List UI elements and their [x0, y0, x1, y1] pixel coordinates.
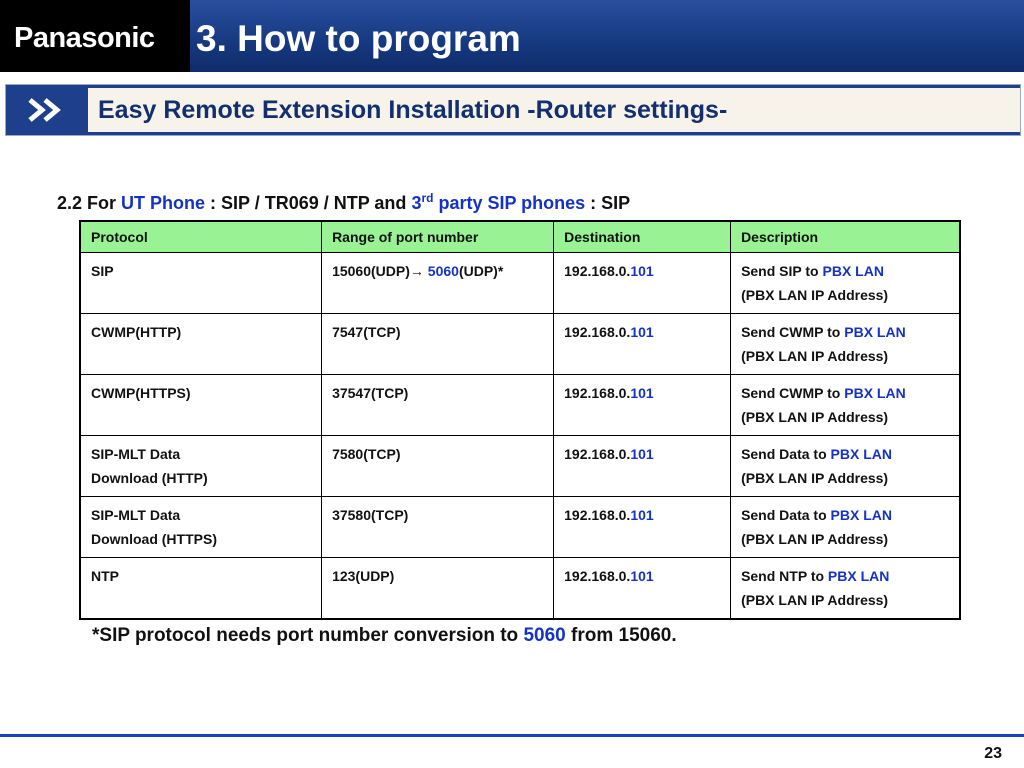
page-title: 3. How to program: [196, 18, 521, 59]
description-highlight: PBX LAN: [844, 385, 906, 401]
description-text: Send CWMP to: [741, 324, 845, 340]
description-highlight: PBX LAN: [844, 324, 906, 340]
port-cell: [322, 253, 554, 314]
destination-prefix: 192.168.0.: [564, 568, 631, 584]
description-line2: (PBX LAN IP Address): [741, 409, 889, 425]
destination-host: 101: [630, 446, 654, 462]
table-row: [80, 314, 960, 375]
bottom-divider: [0, 734, 1024, 737]
party-sip-phones-label: party SIP phones: [433, 193, 586, 213]
subtitle-bar: [5, 84, 1021, 136]
description-cell: [731, 558, 960, 620]
description-cell: [731, 497, 960, 558]
description-text: Send Data to: [741, 446, 831, 462]
destination-cell: [554, 253, 731, 314]
port-text: 15060(UDP): [332, 263, 410, 279]
header-protocol: Protocol: [80, 221, 322, 253]
description-highlight: PBX LAN: [827, 568, 890, 584]
ut-phone-label: UT Phone: [121, 193, 206, 213]
description-line2: (PBX LAN IP Address): [741, 531, 889, 547]
protocol-text: CWMP(HTTPS): [91, 385, 191, 401]
description-line2: (PBX LAN IP Address): [741, 592, 889, 608]
table-header-row: [80, 221, 960, 253]
destination-host: 101: [630, 263, 654, 279]
destination-prefix: 192.168.0.: [564, 507, 631, 523]
protocol-text: CWMP(HTTP): [91, 324, 182, 340]
port-cell: [322, 375, 554, 436]
protocol-text: SIP-MLT Data: [91, 507, 181, 523]
destination-host: 101: [630, 324, 654, 340]
table-row: [80, 497, 960, 558]
protocol-text: SIP-MLT Data: [91, 446, 181, 462]
description-line2: (PBX LAN IP Address): [741, 287, 889, 303]
protocol-cell: [80, 497, 322, 558]
destination-prefix: 192.168.0.: [564, 385, 631, 401]
arrow-right-icon: →: [409, 263, 424, 279]
header-port-range: Range of port number: [322, 221, 554, 253]
destination-cell: [554, 436, 731, 497]
protocol-text-line2: Download (HTTPS): [91, 531, 217, 547]
port-forwarding-table: [79, 220, 961, 620]
description-line2: (PBX LAN IP Address): [741, 470, 889, 486]
destination-prefix: 192.168.0.: [564, 263, 631, 279]
port-text: 7547(TCP): [332, 324, 401, 340]
protocol-cell: [80, 314, 322, 375]
protocol-text: SIP: [91, 263, 114, 279]
protocol-cell: [80, 375, 322, 436]
port-highlight: 5060: [423, 263, 459, 279]
port-text: 37580(TCP): [332, 507, 409, 523]
table-row: [80, 558, 960, 620]
description-highlight: PBX LAN: [822, 263, 884, 279]
third-number: 3: [411, 193, 422, 213]
section-heading: [57, 191, 630, 214]
destination-host: 101: [630, 385, 654, 401]
description-line2: (PBX LAN IP Address): [741, 348, 889, 364]
destination-host: 101: [630, 507, 654, 523]
port-cell: [322, 558, 554, 620]
description-cell: [731, 253, 960, 314]
port-suffix: (UDP)*: [458, 263, 504, 279]
port-cell: [322, 436, 554, 497]
description-highlight: PBX LAN: [830, 507, 892, 523]
destination-cell: [554, 497, 731, 558]
third-superscript: rd: [421, 191, 434, 205]
port-cell: [322, 314, 554, 375]
destination-cell: [554, 314, 731, 375]
footnote-suffix: from 15060.: [565, 625, 677, 646]
table-row: [80, 436, 960, 497]
description-cell: [731, 436, 960, 497]
double-chevron-right-icon: [6, 85, 86, 135]
brand-logo-text: Panasonic: [14, 22, 155, 54]
destination-prefix: 192.168.0.: [564, 446, 631, 462]
footnote: [92, 625, 677, 647]
protocol-cell: [80, 436, 322, 497]
footnote-text: *SIP protocol needs port number conversion to: [92, 625, 524, 646]
table-row: [80, 375, 960, 436]
port-text: 37547(TCP): [332, 385, 409, 401]
protocol-text: NTP: [91, 568, 119, 584]
description-text: Send CWMP to: [741, 385, 845, 401]
header-band: [0, 0, 1024, 72]
protocol-text-line2: Download (HTTP): [91, 470, 208, 486]
description-text: Send Data to: [741, 507, 831, 523]
port-text: 7580(TCP): [332, 446, 401, 462]
port-text: 123(UDP): [332, 568, 395, 584]
section-middle: : SIP / TR069 / NTP and: [205, 193, 412, 213]
header-destination: Destination: [554, 221, 731, 253]
description-highlight: PBX LAN: [830, 446, 892, 462]
brand-logo: [0, 0, 190, 72]
destination-prefix: 192.168.0.: [564, 324, 631, 340]
description-cell: [731, 314, 960, 375]
subtitle-text: Easy Remote Extension Installation -Router settings-: [98, 95, 728, 124]
section-prefix: 2.2 For: [57, 193, 122, 213]
protocol-cell: [80, 253, 322, 314]
protocol-cell: [80, 558, 322, 620]
description-text: Send NTP to: [741, 568, 828, 584]
subtitle-panel: [88, 88, 1020, 132]
description-cell: [731, 375, 960, 436]
description-text: Send SIP to: [741, 263, 823, 279]
destination-cell: [554, 558, 731, 620]
table-row: [80, 253, 960, 314]
destination-cell: [554, 375, 731, 436]
port-cell: [322, 497, 554, 558]
section-suffix: : SIP: [585, 193, 631, 213]
page-number: 23: [984, 745, 1002, 762]
destination-host: 101: [630, 568, 654, 584]
footnote-highlight: 5060: [523, 625, 566, 646]
header-description: Description: [731, 221, 960, 253]
